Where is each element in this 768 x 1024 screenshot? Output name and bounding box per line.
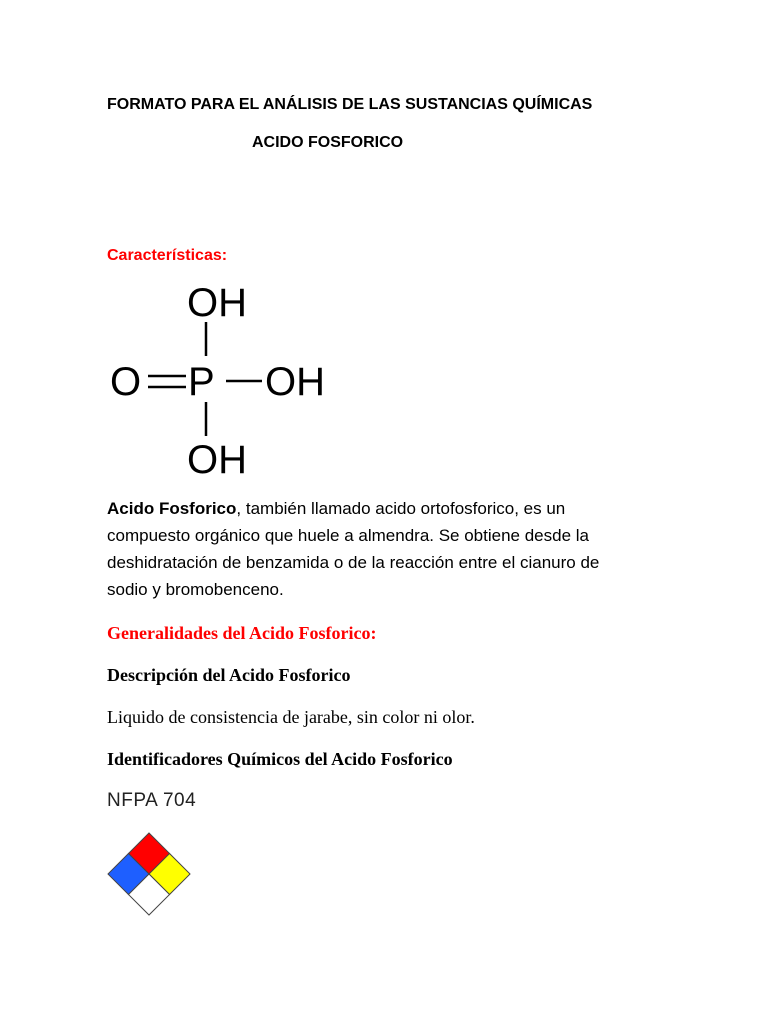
descripcion-text: Liquido de consistencia de jarabe, sin color ni olor. [107, 707, 475, 727]
characteristics-heading: Características: [107, 247, 228, 264]
intro-line-1-rest: , también llamado acido ortofosforico, es un [236, 499, 566, 518]
nfpa-label: NFPA 704 [107, 790, 197, 811]
document-subtitle: ACIDO FOSFORICO [252, 134, 404, 151]
formula-bottom-oh: OH [187, 438, 247, 482]
descripcion-heading: Descripción del Acido Fosforico [107, 665, 351, 685]
nfpa-diamond-icon [104, 828, 194, 920]
identificadores-heading: Identificadores Químicos del Acido Fosforico [107, 749, 453, 769]
generalidades-heading: Generalidades del Acido Fosforico: [107, 623, 377, 643]
intro-line-3: deshidratación de benzamida o de la reacción entre el cianuro de [107, 553, 600, 572]
intro-paragraph [107, 495, 667, 603]
formula-top-oh: OH [187, 281, 247, 325]
intro-bold-term: Acido Fosforico [107, 499, 237, 518]
formula-right-oh: OH [265, 360, 325, 404]
intro-line-4: sodio y bromobenceno. [107, 580, 284, 599]
formula-center-p: P [188, 360, 215, 404]
document-title: FORMATO PARA EL ANÁLISIS DE LAS SUSTANCIAS QUÍMICAS [107, 96, 593, 113]
intro-line-1 [107, 495, 667, 522]
formula-left-o: O [110, 360, 142, 404]
intro-line-2: compuesto orgánico que huele a almendra. Se obtiene desde la [107, 526, 590, 545]
